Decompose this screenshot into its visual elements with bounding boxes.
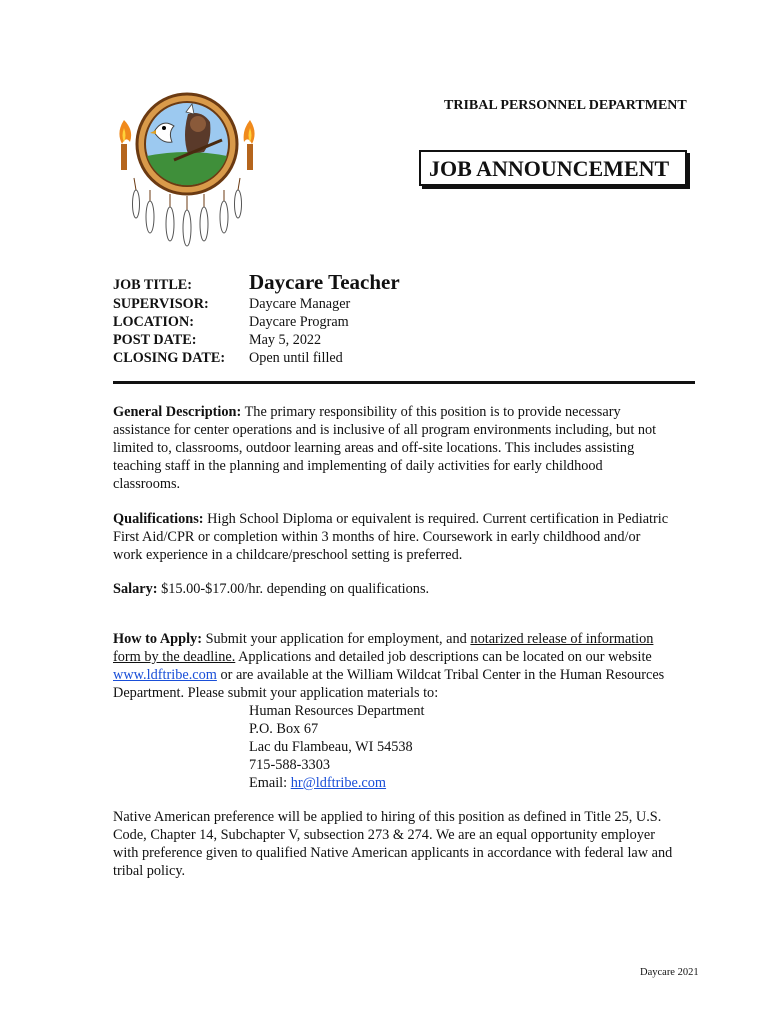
address-line-3: Lac du Flambeau, WI 54538	[249, 739, 413, 755]
closing-date-value: Open until filled	[249, 350, 343, 366]
qualifications-label: Qualifications:	[113, 511, 204, 527]
general-description	[113, 403, 673, 493]
email-link[interactable]: hr@ldftribe.com	[290, 775, 387, 791]
how-to-apply	[113, 630, 673, 702]
location-label: LOCATION:	[113, 314, 194, 330]
right-torch-icon	[244, 120, 255, 170]
salary-text: $15.00-$17.00/hr. depending on qualifications.	[161, 581, 430, 597]
address-phone: 715-588-3303	[249, 757, 331, 773]
section-divider	[113, 381, 695, 384]
supervisor-value: Daycare Manager	[249, 296, 351, 312]
how-to-apply-text-3: or are available at the William Wildcat Tribal Center in the Human Resources Department. Please submit your application materials to:	[113, 667, 665, 701]
closing-date-label: CLOSING DATE:	[113, 350, 226, 366]
address-email	[249, 774, 386, 792]
location-value: Daycare Program	[249, 314, 349, 330]
notarized-release-text: notarized release of information form by the deadline.	[113, 631, 654, 665]
post-date-label: POST DATE:	[113, 332, 197, 348]
website-link[interactable]: www.ldftribe.com	[113, 667, 217, 683]
qualifications	[113, 510, 673, 564]
address-line-2: P.O. Box 67	[249, 721, 319, 737]
email-label: Email:	[249, 775, 288, 791]
left-torch-icon	[119, 120, 131, 170]
department-heading: TRIBAL PERSONNEL DEPARTMENT	[444, 98, 687, 113]
job-announcement-box	[419, 150, 687, 186]
post-date-value: May 5, 2022	[249, 332, 322, 348]
address-line-1: Human Resources Department	[249, 703, 425, 719]
general-description-label: General Description:	[113, 404, 242, 420]
native-american-preference: Native American preference will be applied to hiring of this position as defined in Title 25, U.S. Code, Chapter 14, Subchapter V, subsection 273 & 274. We are an equal opportunity employer with preference given to qualified Native American applicants in accordance with federal law and tribal policy.	[113, 809, 673, 879]
job-title-value: Daycare Teacher	[249, 270, 400, 294]
salary-label: Salary:	[113, 581, 158, 597]
qualifications-text: High School Diploma or equivalent is required. Current certification in Pediatric First Aid/CPR or completion within 3 months of hire. Coursework in early childhood and/or work experience in a childcare/preschool setting is preferred.	[113, 511, 669, 563]
job-title-label: JOB TITLE:	[113, 277, 192, 293]
how-to-apply-label: How to Apply:	[113, 631, 202, 647]
salary	[113, 580, 673, 598]
tribal-seal-logo	[112, 92, 262, 262]
general-description-text: The primary responsibility of this position is to provide necessary assistance for center operations and is inclusive of all program environments including, but not limited to, classrooms, outdoor learning areas and off-site locations. This includes assisting teaching staff in the planning and implementing of daily activities for early childhood classrooms.	[113, 404, 657, 492]
how-to-apply-text-2: Applications and detailed job descriptions can be located on our website	[238, 649, 652, 665]
job-announcement-title: JOB ANNOUNCEMENT	[429, 156, 670, 181]
supervisor-label: SUPERVISOR:	[113, 296, 209, 312]
how-to-apply-text-1: Submit your application for employment, and	[205, 631, 467, 647]
footer-label: Daycare 2021	[640, 967, 699, 978]
